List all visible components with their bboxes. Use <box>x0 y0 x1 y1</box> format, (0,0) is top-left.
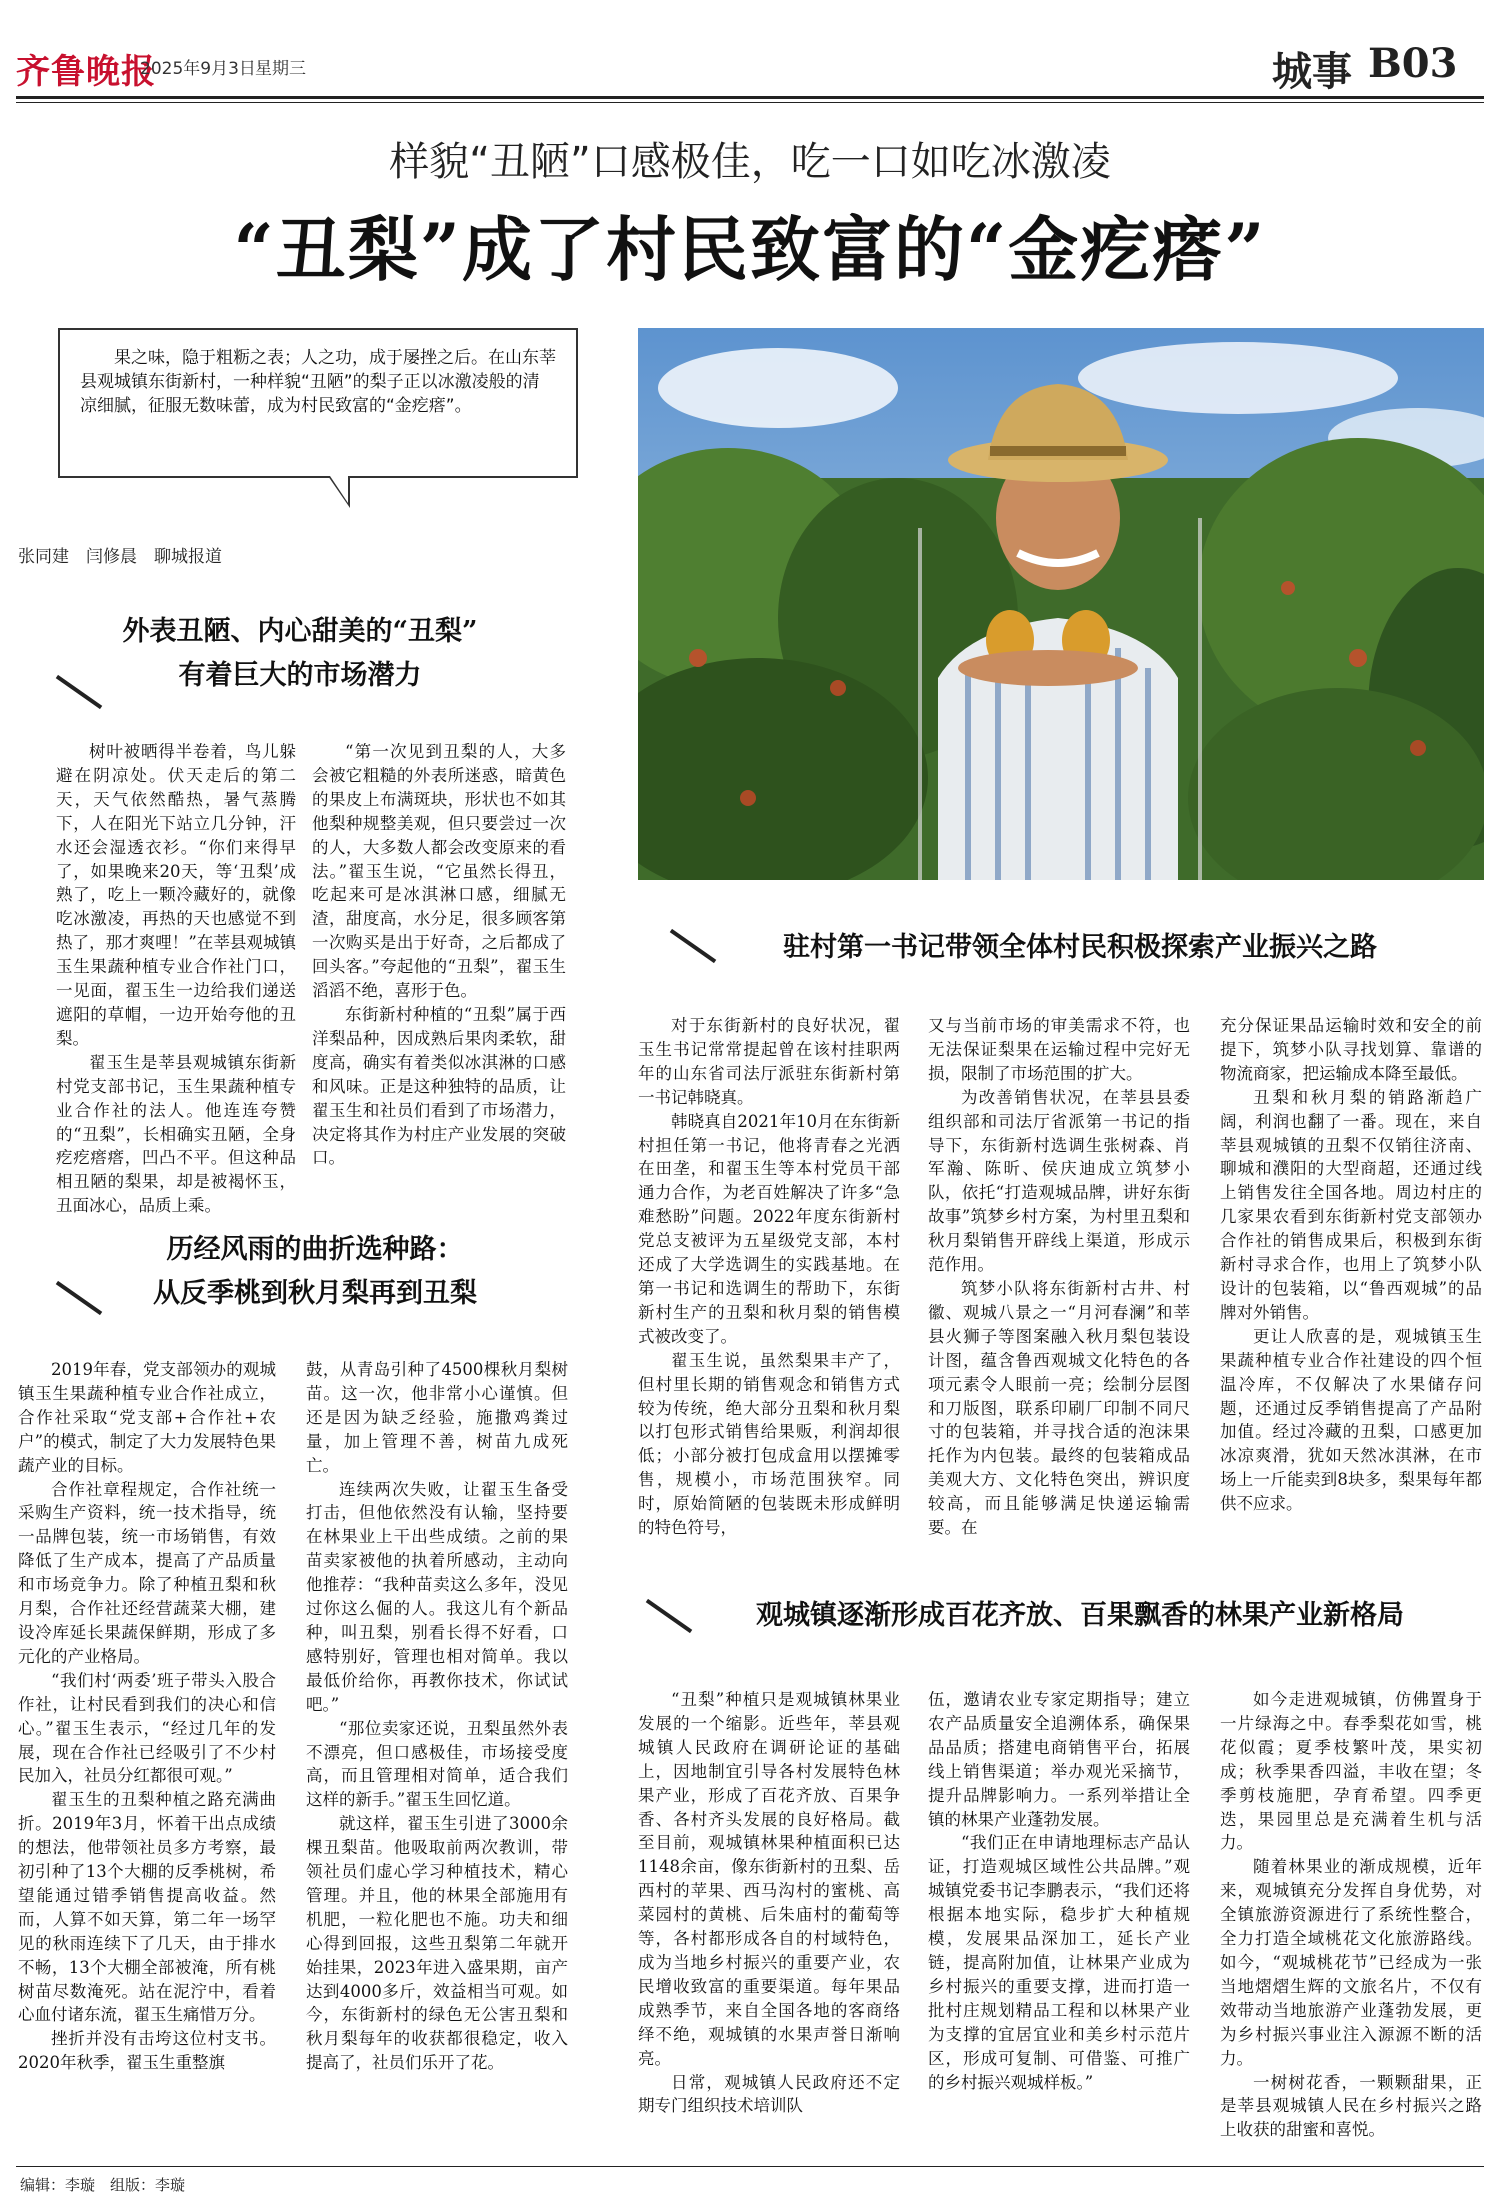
section-head-2-line1: 历经风雨的曲折选种路： <box>166 1234 464 1265</box>
paragraph: 丑梨和秋月梨的销路渐趋广阔，利润也翻了一番。现在，来自莘县观城镇的丑梨不仅销往济南、聊城和濮阳的大型商超，还通过线上销售发往全国各地。周边村庄的几家果农看到东街新村党支部领办合作社的销售成果后，积极到东街新村寻求合作，也用上了筑梦小队设计的包装箱，以“鲁西观城”的品牌对外销售。 <box>1220 1087 1482 1322</box>
paragraph: 鼓，从青岛引种了4500棵秋月梨树苗。这一次，他非常小心谨慎。但还是因为缺乏经验，施撒鸡粪过量，加上管理不善，树苗九成死亡。 <box>306 1360 568 1475</box>
column-3b <box>928 1014 1190 1540</box>
paragraph: 充分保证果品运输时效和安全的前提下，筑梦小队寻找划算、靠谱的物流商家，把运输成本降至最低。 <box>1220 1016 1482 1083</box>
paragraph: 一树树花香，一颗颗甜果，正是莘县观城镇人民在乡村振兴之路上收获的甜蜜和喜悦。 <box>1220 2072 1482 2140</box>
paragraph: 为改善销售状况，在莘县县委组织部和司法厅省派第一书记的指导下，东街新村选调生张树森、肖军瀚、陈昕、侯庆迪成立筑梦小队，依托“打造观城品牌，讲好东街故事”筑梦乡村方案，为村里丑梨和秋月梨销售开辟线上渠道，形成示范作用。 <box>928 1087 1190 1275</box>
paragraph: “那位卖家还说，丑梨虽然外表不漂亮，但口感极佳，市场接受度高，而且管理相对简单，适合我们这样的新手。”翟玉生回忆道。 <box>306 1718 568 1810</box>
section-head-2-line2: 从反季桃到秋月梨再到丑梨 <box>153 1278 477 1309</box>
article-headline: “丑梨”成了村民致富的“金疙瘩” <box>233 208 1267 291</box>
section-head-3: 驻村第一书记带领全体村民积极探索产业振兴之路 <box>783 932 1377 963</box>
farmer-photo <box>638 328 1484 880</box>
paragraph: 翟玉生说，虽然梨果丰产了，但村里长期的销售观念和销售方式较为传统，绝大部分丑梨和秋月梨以打包形式销售给果贩，利润却很低；小部分被打包成盒用以摆摊零售，规模小，市场范围狭窄。同时，原始简陋的包装既未形成鲜明的特色符号， <box>638 1350 900 1538</box>
farmer-with-pears-image <box>638 328 1484 880</box>
paragraph: 2019年春，党支部领办的观城镇玉生果蔬种植专业合作社成立，合作社采取“党支部+合作社+农户”的模式，制定了大力发展特色果蔬产业的目标。 <box>18 1360 276 1475</box>
newspaper-logo: 齐鲁晚报 <box>16 52 156 92</box>
paragraph: 伍，邀请农业专家定期指导；建立农产品质量安全追溯体系，确保果品品质；搭建电商销售平台，拓展线上销售渠道；举办观光采摘节，提升品牌影响力。一系列举措让全镇的林果产业蓬勃发展。 <box>928 1690 1190 1829</box>
bylines: 张同建 闫修晨 聊城报道 <box>18 547 222 567</box>
paragraph: 更让人欣喜的是，观城镇玉生果蔬种植专业合作社建设的四个恒温冷库，不仅解决了水果储存问题，还通过反季销售提高了产品附加值。经过冷藏的丑梨，口感更加冰凉爽滑，犹如天然冰淇淋，在市场上一斤能卖到8块多，梨果每年都供不应求。 <box>1220 1326 1482 1514</box>
paragraph: 日常，观城镇人民政府还不定期专门组织技术培训队 <box>638 2072 900 2116</box>
paragraph: 翟玉生的丑梨种植之路充满曲折。2019年3月，怀着干出点成绩的想法，他带领社员多方考察，最初引种了13个大棚的反季桃树，希望能通过错季销售提高收益。然而，人算不如天算，第二年一场罕见的秋雨连续下了几天，由于排水不畅，13个大棚全部被淹，所有桃树苗尽数淹死。站在泥泞中，看着心血付诸东流，翟玉生痛惜万分。 <box>18 1790 276 2025</box>
editor-credits: 编辑：李璇 组版：李璇 <box>20 2176 186 2194</box>
paragraph: 如今走进观城镇，仿佛置身于一片绿海之中。春季梨花如雪，桃花似霞；夏季枝繁叶茂，果实初成；秋季果香四溢，丰收在望；冬季剪枝施肥，孕育希望。四季更迭，果园里总是充满着生机与活力。 <box>1220 1690 1482 1853</box>
section-head-1 <box>100 610 500 698</box>
column-3c <box>1220 1014 1482 1516</box>
footer-rule <box>16 2166 1484 2167</box>
issue-date: 2025年9月3日 <box>140 59 256 79</box>
intro-pointer-inner <box>330 476 348 503</box>
column-4b <box>928 1688 1190 2094</box>
paragraph: 韩晓真自2021年10月在东街新村担任第一书记，他将青春之光洒在田垄，和翟玉生等本村党员干部通力合作，为老百姓解决了许多“急难愁盼”问题。2022年度东街新村党总支被评为五星级党支部，本村还成了大学选调生的实践基地。在第一书记和选调生的帮助下，东街新村生产的丑梨和秋月梨的销售模式被改变了。 <box>638 1111 900 1346</box>
column-1b <box>312 740 566 1170</box>
section-head-1-line2: 有着巨大的市场潜力 <box>178 660 422 691</box>
paragraph: 连续两次失败，让翟玉生备受打击，但他依然没有认输，坚持要在林果业上干出些成绩。之前的果苗卖家被他的执着所感动，主动向他推荐：“我种苗卖这么多年，没见过你这么倔的人。我这儿有个新品种，叫丑梨，别看长得不好看，口感特别好，管理也相对简单。我以最低价给你，再教你技术，你试试吧。” <box>306 1479 568 1714</box>
page-code: B03 <box>1368 40 1458 87</box>
paragraph: “我们村‘两委’班子带头入股合作社，让村民看到我们的决心和信心。”翟玉生表示，“经过几年的发展，现在合作社已经吸引了不少村民加入，社员分红都很可观。” <box>18 1670 276 1786</box>
section-head-1-line1: 外表丑陋、内心甜美的“丑梨” <box>122 616 478 647</box>
column-4a <box>638 1688 900 2118</box>
article-subhead: 样貌“丑陋”口感极佳，吃一口如吃冰激凌 <box>389 139 1111 185</box>
section-head-4: 观城镇逐渐形成百花齐放、百果飘香的林果产业新格局 <box>756 1600 1404 1631</box>
paragraph: 翟玉生是莘县观城镇东街新村党支部书记，玉生果蔬种植专业合作社的法人。他连连夸赞的“丑梨”，长相确实丑陋，全身疙疙瘩瘩，凹凸不平。但这种品相丑陋的梨果，却是被褐怀玉，丑面冰心，品质上乘。 <box>56 1052 296 1216</box>
section-slash-1 <box>56 675 103 709</box>
issue-weekday: 星期三 <box>255 59 306 79</box>
paragraph: 就这样，翟玉生引进了3000余棵丑梨苗。他吸取前两次教训，带领社员们虚心学习种植技术，精心管理。并且，他的林果全部施用有机肥，一粒化肥也不施。功夫和细心得到回报，这些丑梨第二年就开始挂果，2023年进入盛果期，亩产达到4000多斤，效益相当可观。如今，东街新村的绿色无公害丑梨和秋月梨每年的收获都很稳定，收入提高了，社员们乐开了花。 <box>306 1814 568 2073</box>
column-2a <box>18 1358 276 2075</box>
paragraph: 挫折并没有击垮这位村支书。2020年秋季，翟玉生重整旗 <box>18 2029 276 2073</box>
paragraph: 又与当前市场的审美需求不符，也无法保证梨果在运输过程中完好无损，限制了市场范围的扩大。 <box>928 1016 1190 1083</box>
masthead-rule-thin <box>16 102 1484 103</box>
paragraph: “第一次见到丑梨的人，大多会被它粗糙的外表所迷惑，暗黄色的果皮上布满斑块，形状也不如其他梨种规整美观，但只要尝过一次的人，大多数人都会改变原来的看法。”翟玉生说，“它虽然长得丑，吃起来可是冰淇淋口感，细腻无渣，甜度高，水分足，很多顾客第一次购买是出于好奇，之后都成了回头客。”夸起他的“丑梨”，翟玉生滔滔不绝，喜形于色。 <box>312 742 566 1001</box>
paragraph: 随着林果业的渐成规模，近年来，观城镇充分发挥自身优势，对全镇旅游资源进行了系统性整合，全力打造全域桃花文化旅游路线。如今，“观城桃花节”已经成为一张当地熠熠生辉的文旅名片，不仅有效带动当地旅游产业蓬勃发展，更为乡村振兴事业注入源源不断的活力。 <box>1220 1857 1482 2068</box>
paragraph: 东街新村种植的“丑梨”属于西洋梨品种，因成熟后果肉柔软，甜度高，确实有着类似冰淇淋的口感和风味。正是这种独特的品质，让翟玉生和社员们看到了市场潜力，决定将其作为村庄产业发展的突破口。 <box>312 1004 566 1168</box>
section-head-2 <box>80 1228 550 1316</box>
column-4c <box>1220 1688 1482 2142</box>
paragraph: “丑梨”种植只是观城镇林果业发展的一个缩影。近些年，莘县观城镇人民政府在调研论证的基础上，因地制宜引导各村发展特色林果产业，形成了百花齐放、百果争香、各村齐头发展的良好格局。截至目前，观城镇林果种植面积已达1148余亩，像东街新村的丑梨、岳西村的苹果、西马沟村的蜜桃、高菜园村的黄桃、后朱庙村的葡萄等等，各村都形成各自的村域特色，成为当地乡村振兴的重要产业，农民增收致富的重要渠道。每年果品成熟季节，来自全国各地的客商络绎不绝，观城镇的水果声誉日渐响亮。 <box>638 1690 900 2068</box>
masthead-rule <box>16 96 1484 99</box>
paragraph: “我们正在申请地理标志产品认证，打造观城区域性公共品牌。”观城镇党委书记李鹏表示，“我们还将根据本地实际，稳步扩大种植规模，发展果品深加工，延长产业链，提高附加值，让林果产业成为乡村振兴的重要支撑，进而打造一批村庄规划精品工程和以林果产业为支撑的宜居宜业和美乡村示范片区，形成可复制、可借鉴、可推广的乡村振兴观城样板。” <box>928 1833 1190 2092</box>
intro-text: 果之味，隐于粗粝之表；人之功，成于屡挫之后。在山东莘县观城镇东街新村，一种样貌“丑陋”的梨子正以冰激凌般的清凉细腻，征服无数味蕾，成为村民致富的“金疙瘩”。 <box>80 348 556 416</box>
column-2b <box>306 1358 568 2075</box>
paragraph: 筑梦小队将东街新村古井、村徽、观城八景之一“月河春澜”和莘县火狮子等图案融入秋月梨包装设计图，蕴含鲁西观城文化特色的各项元素令人眼前一亮；绘制分层图和刀版图，联系印刷厂印制不同尺寸的包装箱，并寻找合适的泡沫果托作为内包装。最终的包装箱成品美观大方、文化特色突出，辨识度较高，而且能够满足快递运输需要。在 <box>928 1278 1190 1538</box>
paragraph: 树叶被晒得半卷着，鸟儿躲避在阴凉处。伏天走后的第二天，天气依然酷热，暑气蒸腾下，人在阳光下站立几分钟，汗水还会湿透衣衫。“你们来得早了，如果晚来20天，等‘丑梨’成熟了，吃上一颗冷藏好的，就像吃冰激凌，再热的天也感觉不到热了，那才爽哩！”在莘县观城镇玉生果蔬种植专业合作社门口，一见面，翟玉生一边给我们递送遮阳的草帽，一边开始夸他的丑梨。 <box>56 742 296 1048</box>
intro-box <box>58 328 578 478</box>
paragraph: 对于东街新村的良好状况，翟玉生书记常常提起曾在该村挂职两年的山东省司法厅派驻东街新村第一书记韩晓真。 <box>638 1016 900 1107</box>
section-name: 城事 <box>1272 48 1352 95</box>
paragraph: 合作社章程规定，合作社统一采购生产资料，统一技术指导，统一品牌包装，统一市场销售，有效降低了生产成本，提高了产品质量和市场竞争力。除了种植丑梨和秋月梨，合作社还经营蔬菜大棚，建设冷库延长果蔬保鲜期，形成了多元化的产业格局。 <box>18 1479 276 1666</box>
column-1a <box>56 740 296 1218</box>
column-3a <box>638 1014 900 1540</box>
